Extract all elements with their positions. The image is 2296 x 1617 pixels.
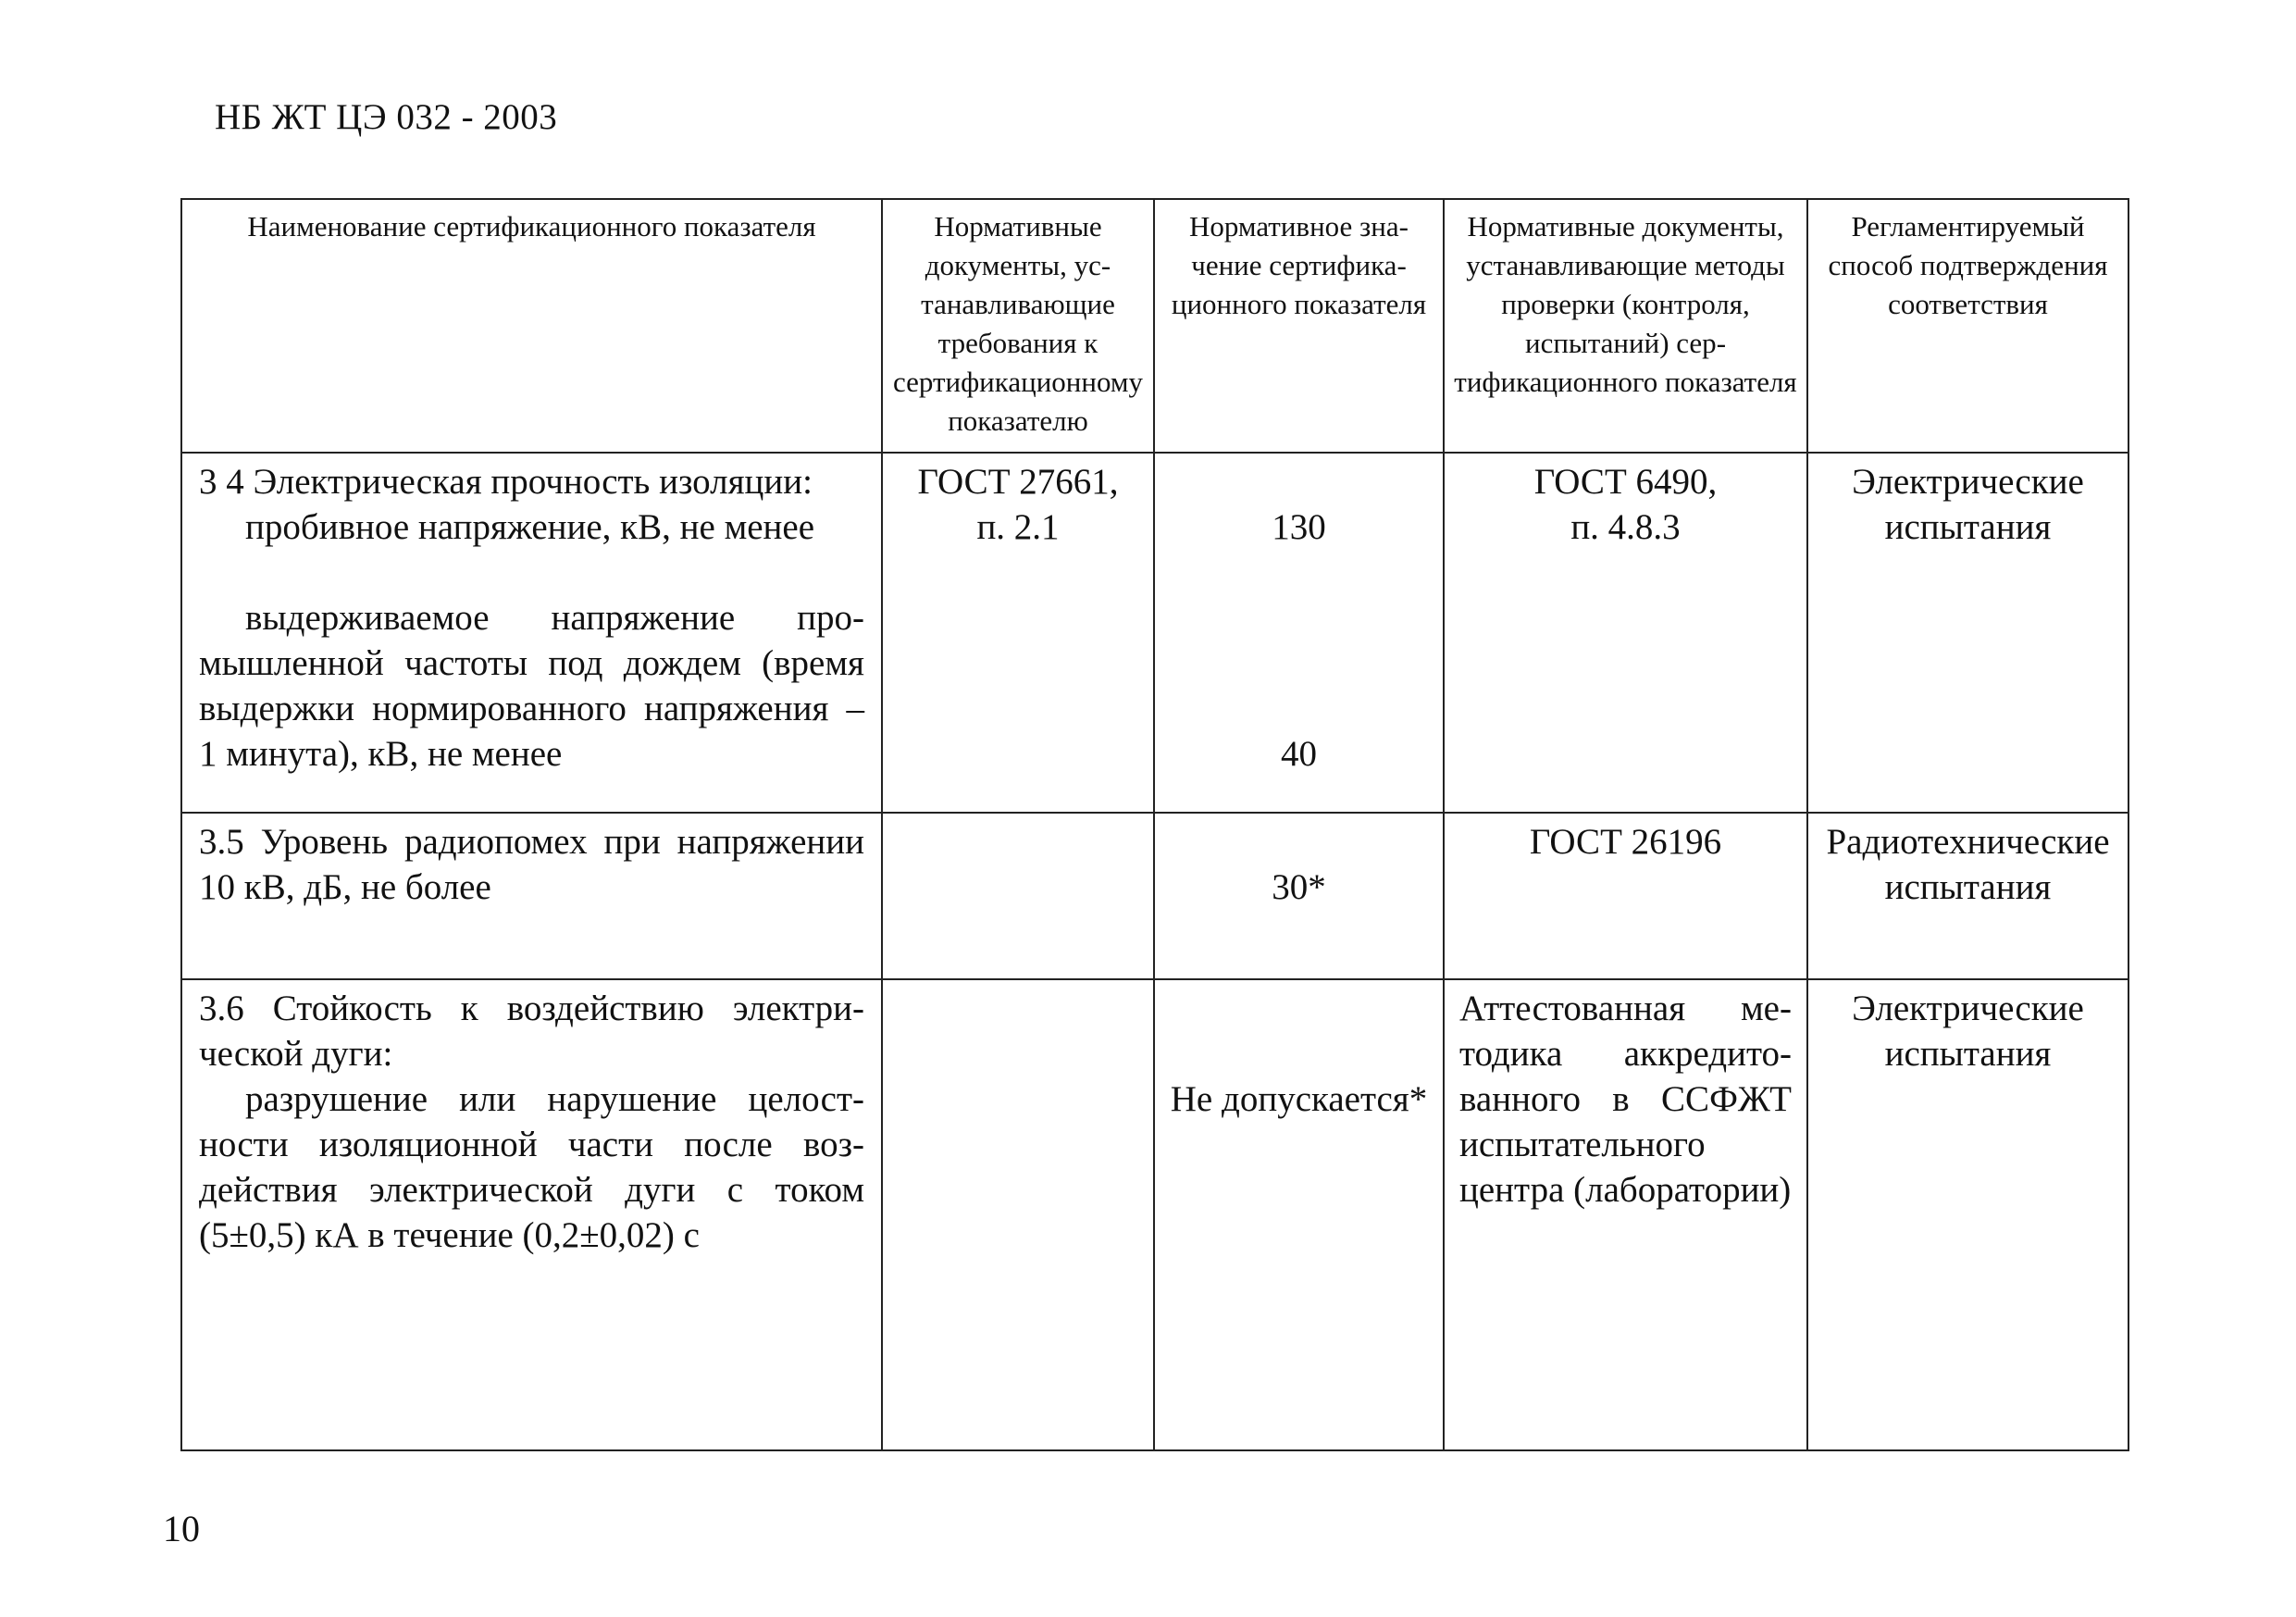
requirement-doc-cell bbox=[882, 813, 1154, 979]
indicator-subitem: выдерживаемое напряжение промышленной частоты под дождем (время выдержки нормированного напряжения – 1 минута), кВ, не менее bbox=[199, 598, 864, 774]
table-header-row bbox=[181, 199, 2128, 453]
method-doc-cell: ГОСТ 26196 bbox=[1444, 813, 1807, 979]
requirement-doc-line: п. 2.1 bbox=[976, 507, 1060, 547]
method-doc-line: ГОСТ 6490, bbox=[1533, 462, 1718, 502]
normative-value-cell bbox=[1154, 813, 1444, 979]
normative-value: 130 bbox=[1272, 507, 1326, 547]
requirement-doc-line: ГОСТ 27661, bbox=[917, 462, 1119, 502]
header-method-docs: Нормативные документы, устанавливающие методы проверки (контроля, испытаний) сертификационного показателя bbox=[1444, 199, 1807, 453]
header-requirement-docs: Нормативные документы, устанавливающие требования к сертификационному показателю bbox=[882, 199, 1154, 453]
indicator-title: 3 4 Электрическая прочность изоляции: bbox=[199, 462, 813, 502]
certification-table bbox=[180, 198, 2129, 1451]
requirement-doc-cell bbox=[882, 979, 1154, 1450]
spacer bbox=[1160, 986, 1437, 1076]
table-row bbox=[181, 453, 2128, 813]
normative-value: 30* bbox=[1272, 867, 1326, 907]
normative-value: 40 bbox=[1281, 734, 1317, 774]
table-row bbox=[181, 813, 2128, 979]
spacer bbox=[1160, 819, 1437, 864]
method-doc-cell bbox=[1444, 453, 1807, 813]
normative-value-cell bbox=[1154, 979, 1444, 1450]
indicator-subitem: пробивное напряжение, кВ, не менее bbox=[245, 507, 815, 547]
requirement-doc-cell bbox=[882, 453, 1154, 813]
indicator-title: 3.6 Стойкость к воздействию электрической дуги: bbox=[199, 989, 864, 1074]
header-confirmation-method: Регламентируемый способ подтверждения соответствия bbox=[1807, 199, 2128, 453]
method-doc-cell: Аттестованная методика аккредитованного в ССФЖТ испытательного центра (лаборатории) bbox=[1444, 979, 1807, 1450]
confirmation-cell: Радиотехнические испытания bbox=[1807, 813, 2128, 979]
confirmation-cell: Электрические испытания bbox=[1807, 453, 2128, 813]
header-normative-value: Нормативное значение сертификационного показателя bbox=[1154, 199, 1444, 453]
spacer bbox=[1160, 459, 1437, 504]
indicator-name-cell bbox=[181, 453, 882, 813]
indicator-subitem: разрушение или нарушение целостности изоляционной части после воздействия электрической дуги с током (5±0,5) кА в течение (0,2±0,02) с bbox=[199, 1079, 864, 1255]
indicator-name-cell bbox=[181, 979, 882, 1450]
normative-value: Не допускается* bbox=[1170, 1079, 1428, 1119]
document-code: НБ ЖТ ЦЭ 032 - 2003 bbox=[215, 97, 558, 137]
spacer bbox=[199, 550, 864, 595]
normative-value-cell bbox=[1154, 453, 1444, 813]
confirmation-cell: Электрические испытания bbox=[1807, 979, 2128, 1450]
header-indicator-name: Наименование сертификационного показателя bbox=[181, 199, 882, 453]
table-row bbox=[181, 979, 2128, 1450]
indicator-name-cell: 3.5 Уровень радиопомех при напряжении 10 кВ, дБ, не более bbox=[181, 813, 882, 979]
page-number: 10 bbox=[163, 1508, 200, 1549]
method-doc-line: п. 4.8.3 bbox=[1570, 507, 1681, 547]
spacer bbox=[1160, 550, 1437, 731]
